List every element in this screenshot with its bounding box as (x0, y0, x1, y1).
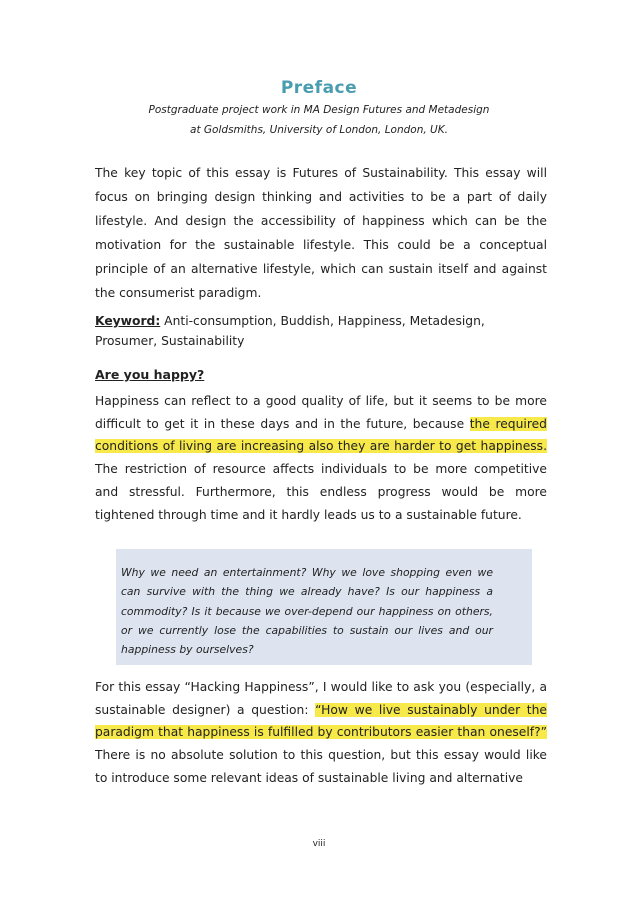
happiness-highlight: the required conditions of living are increasing also they are harder to get happiness. (95, 416, 547, 454)
question-text-after: There is no absolute solution to this question, but this essay would like to introduce some relevant ideas of sustainable living and alternative (95, 748, 547, 785)
keyword-list: Anti-consumption, Buddish, Happiness, Metadesign, Prosumer, Sustainability (95, 314, 485, 348)
happiness-text-before: Happiness can reflect to a good quality of life, but it seems to be more difficult to get it in these days and in the future, because (95, 394, 547, 431)
question-highlight: “How we live sustainably under the paradigm that happiness is fulfilled by contributors easier than oneself?” (95, 702, 547, 740)
subtitle-line-2: at Goldsmiths, University of London, London, UK. (190, 124, 448, 136)
happiness-text-after: The restriction of resource affects individuals to be more competitive and stressful. Furthermore, this endless progress would be more tightened through time and it hardly leads us to a sustainable future. (95, 462, 547, 522)
keyword-label: Keyword: (95, 314, 161, 328)
subtitle-line-1: Postgraduate project work in MA Design Futures and Metadesign (148, 104, 490, 116)
page-number: viii (312, 839, 326, 849)
keyword-line (95, 311, 547, 351)
intro-paragraph: The key topic of this essay is Futures of Sustainability. This essay will focus on bringing design thinking and activities to be a part of daily lifestyle. And design the accessibility of happiness which can be the motivation for the sustainable lifestyle. This could be a conceptual principle of an alternative lifestyle, which can sustain itself and against the consumerist paradigm. (95, 166, 547, 300)
quote-text: Why we need an entertainment? Why we love shopping even we can survive with the thing we already have? Is our happiness a commodity? Is it because we over-depend our happiness on others, or we currently lose the capabilities to sustain our lives and our happiness by ourselves? (121, 566, 493, 657)
page-title: Preface (280, 78, 358, 98)
question-paragraph (95, 676, 547, 790)
section-heading: Are you happy? (95, 367, 205, 382)
question-text-before: For this essay “Hacking Happiness”, I would like to ask you (especially, a sustainable designer) a question: (95, 680, 547, 717)
happiness-paragraph (95, 390, 547, 526)
